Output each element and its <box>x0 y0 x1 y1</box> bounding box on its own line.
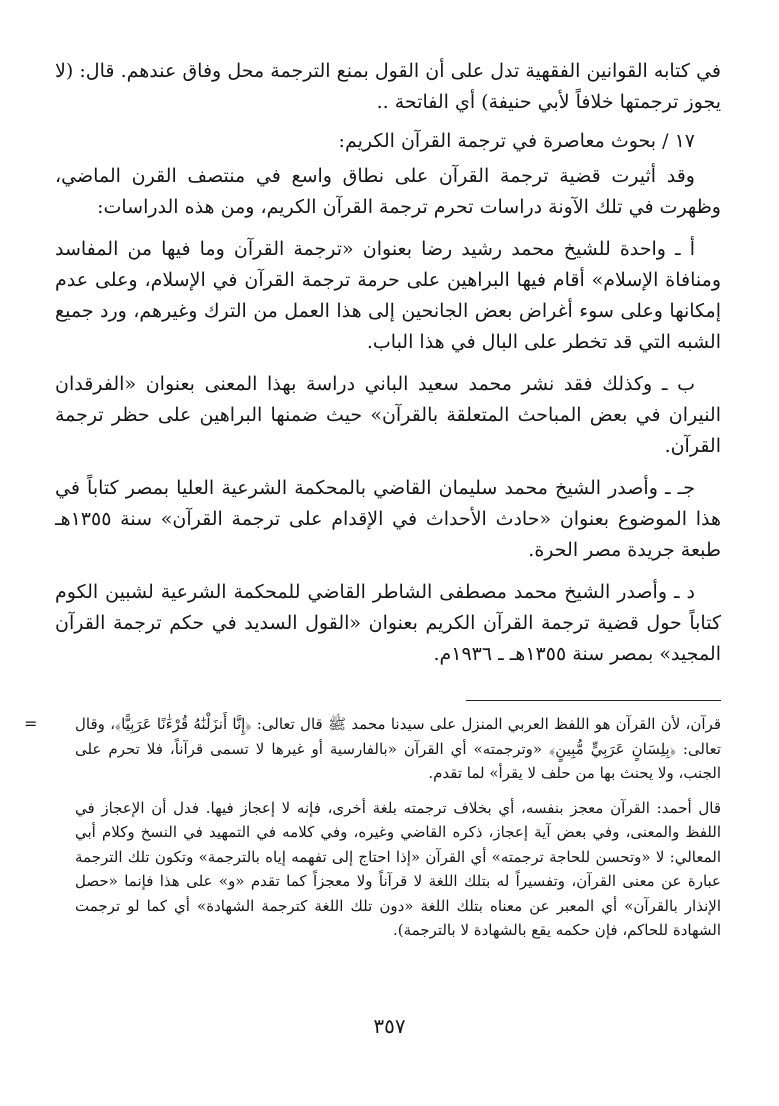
footnote-paragraph-2: قال أحمد: القرآن معجز بنفسه، أي بخلاف ترجمته بلغة أخرى، فإنه لا إعجاز فيها. فدل أن الإعجاز في اللفظ والمعنى، وفي بعض آية إعجاز، ذكره القاضي وغيره، وفي كلامه في التمهيد في النسخ وكلام أبي المعالي: لا «وتحسن للحاجة ترجمته» أي القرآن «إذا احتاج إلى تفهمه إياه بالترجمة» وتكون تلك الترجمة عبارة عن معنى القرآن، وتفسيراً له بتلك اللغة لا قرآناً ولا معجزاً كما تقدم «و» على هذا فإنما «حصل الإنذار بالقرآن» أي المعبر عن معناه بتلك اللغة «دون تلك اللغة كترجمة الشهادة» أي كما لو ترجمت الشهادة للحاكم، فإن حكمه يقع بالشهادة لا بالترجمة). <box>75 798 721 939</box>
footnote-paragraph-1: قرآن، لأن القرآن هو اللفظ العربي المنزل على سيدنا محمد ﷺ قال تعالى: ﴿إِنَّا أَنزَلْنَٰهُ قُرْءَٰنًا عَرَبِيًّا﴾، وقال تعالى: ﴿بِلِسَانٍ عَرَبِيٍّ مُّبِينٍ﴾ «وترجمته» أي القرآن «بالفارسية أو غيرها لا تسمى قرآناً، فلا تحرم على الجنب، ولا يحنث بها من حلف لا يقرأ» لما تقدم. <box>75 715 721 782</box>
footnotes <box>75 712 721 953</box>
paragraph-intro: في كتابه القوانين الفقهية تدل على أن القول بمنع الترجمة محل وفاق عندهم. قال: (لا يجوز ترجمتها خلافاً لأبي حنيفة) أي الفاتحة .. <box>55 60 721 113</box>
list-item-d: د ـ وأصدر الشيخ محمد مصطفى الشاطر القاضي للمحكمة الشرعية لشبين الكوم كتاباً حول قضية ترجمة القرآن الكريم بعنوان «القول السديد في حكم ترجمة القرآن المجيد» بمصر سنة ١٣٥٥هـ ـ ١٩٣٦م. <box>55 581 721 665</box>
footnote-separator <box>466 700 721 701</box>
list-item-a: أ ـ واحدة للشيخ محمد رشيد رضا بعنوان «ترجمة القرآن وما فيها من المفاسد ومنافاة الإسلام» أقام فيها البراهين على حرمة ترجمة القرآن في الإسلام، وعلى عدم إمكانها وعلى سوء أغراض بعض الجانحين إلى هذا العمل من الترك وغيرهم، ورد جميع الشبه التي قد تخطر على البال في هذا الباب. <box>55 238 721 353</box>
main-text <box>55 56 721 681</box>
paragraph-context: وقد أثيرت قضية ترجمة القرآن على نطاق واسع في منتصف القرن الماضي، وظهرت في تلك الآونة دراسات تحرم ترجمة القرآن الكريم، ومن هذه الدراسات: <box>55 165 721 218</box>
list-item-b: ب ـ وكذلك فقد نشر محمد سعيد الباني دراسة بهذا المعنى بعنوان «الفرقدان النيران في بعض المباحث المتعلقة بالقرآن» حيث ضمنها البراهين على حظر ترجمة القرآن. <box>55 373 721 457</box>
page-number: ٣٥٧ <box>373 1014 406 1038</box>
footnote-continuation-mark: = <box>24 714 38 733</box>
list-item-c: جـ ـ وأصدر الشيخ محمد سليمان القاضي بالمحكمة الشرعية العليا بمصر كتاباً في هذا الموضوع بعنوان «حادث الأحداث في الإقدام على ترجمة القرآن» سنة ١٣٥٥هـ طبعة جريدة مصر الحرة. <box>55 477 721 561</box>
section-heading: ١٧ / بحوث معاصرة في ترجمة القرآن الكريم: <box>338 130 695 152</box>
